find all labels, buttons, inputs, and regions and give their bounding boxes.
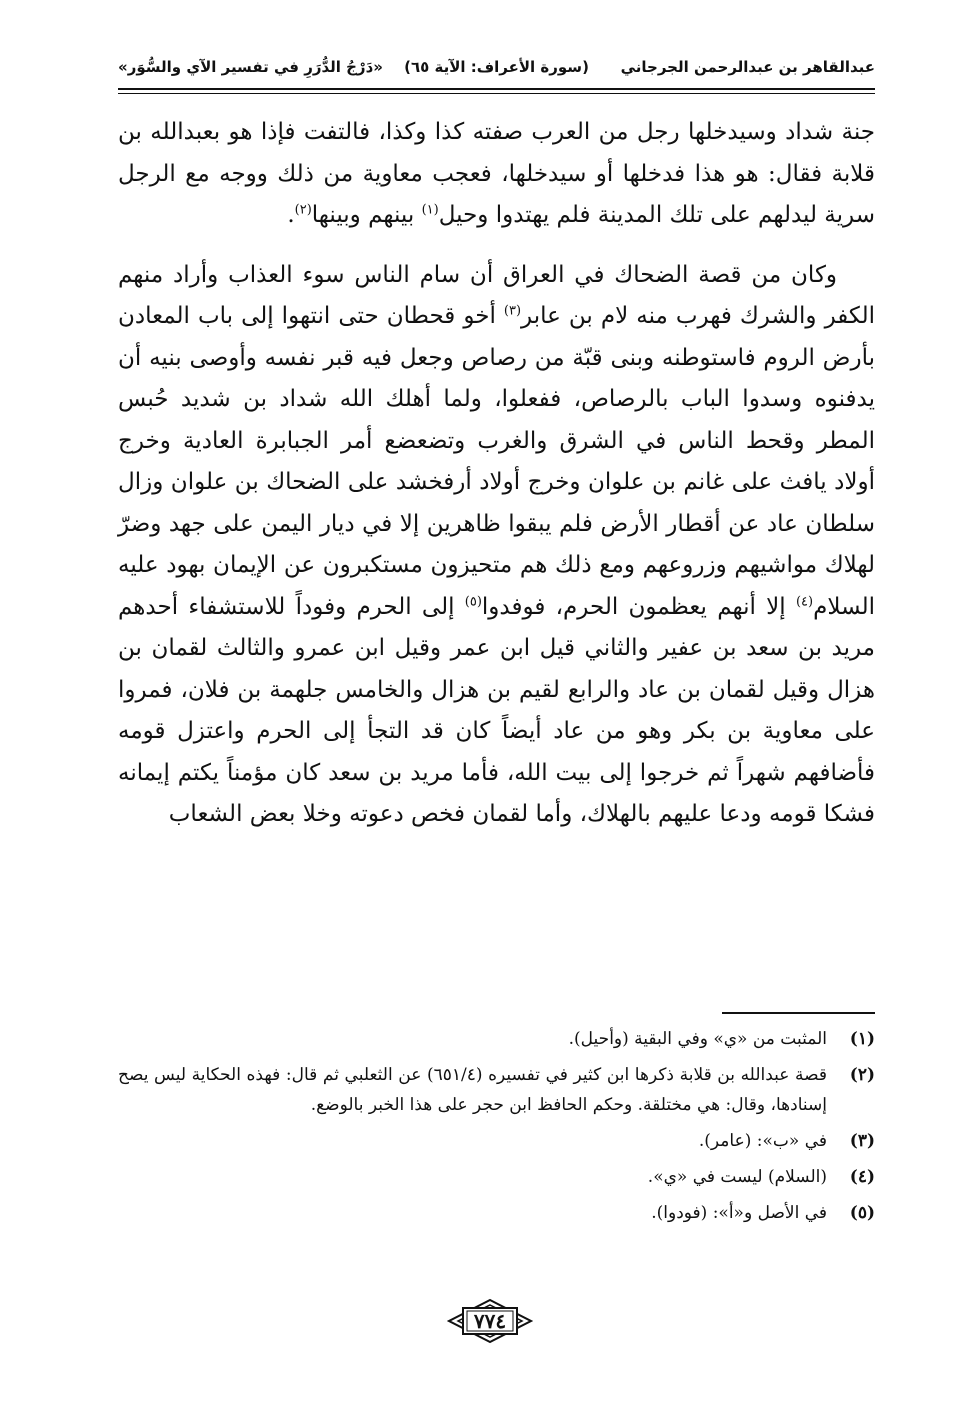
header-rule-thin [118, 93, 875, 94]
footnote-marker-3: (٣) [503, 303, 522, 319]
footnote-marker-5: (٥) [464, 593, 482, 609]
page-number-ornament [447, 1298, 533, 1344]
header-surah-ref: (سورة الأعراف: الآية ٦٥) [404, 58, 589, 76]
paragraph-2: وكان من قصة الضحاك في العراق أن سام الناس سوء العذاب وأراد منهم الكفر والشرك فهرب منه لام بن عابر$^{(٣)}$ أخو قحطان حتى انتهوا إلى باب المعادن بأرض الروم فاستوطنه وبنى قبّة من رصاص وجعل فيه قبر نفسه وأوصى بنيه أن يدفنوه وسدوا الباب بالرصاص، ففعلوا، ولما أهلك الله شداد بن شديد حُبس المطر وقحط الناس في الشرق والغرب وتضعضع أمر الجبابرة العادية وخرج أولاد يافث على غانم بن علوان وخرج أولاد أرفخشد على الضحاك بن علوان وزال سلطان عاد عن أقطار الأرض فلم يبقوا ظاهرين إلا في ديار اليمن على جهد وضرّ لهلاك مواشيهم وزروعهم ومع ذلك هم متحيزون مستكبرون عن الإيمان بهود عليه السلام$^{(٤)}$ إلا أنهم يعظمون الحرم، فوفدوا$^{(٥)}$ إلى الحرم وفوداً للاستشفاء أحدهم مريد بن سعد بن عفير والثاني قيل ابن عمر وقيل ابن عمرو والثالث لقمان بن هزال وقيل لقمان بن عاد والرابع لقيم بن هزال والخامس جلهمة بن فلان، فمروا على معاوية بن بكر وهو من عاد أيضاً كان قد التجأ إلى الحرم واعتزل قومه فأضافهم شهراً ثم خرجوا إلى بيت الله، فأما مريد بن سعد كان مؤمناً يكتم إيمانه فشكا قومه ودعا عليهم بالهلاك، وأما لقمان فخص دعوته وخلا بعض الشعاب [118, 261, 875, 827]
footnotes [118, 1024, 875, 1234]
footnote-3: (٣) في «ب»: (عامر). [698, 1131, 875, 1151]
footnote-separator [722, 1012, 875, 1014]
paragraph-1: جنة شداد وسيدخلها رجل من العرب صفته كذا وكذا، فالتفت فإذا هو بعبدالله بن قلابة فقال: هو هذا فدخلها أو سيدخلها، فعجب معاوية من ذلك ووجه مع الرجل سرية ليدلهم على تلك المدينة فلم يهتدوا وحيل$^{(١)}$ بينهم وبينها$^{(٢)}$. [118, 119, 875, 228]
header-book-title: «دَرْجُ الدُّرَرِ في تفسير الآي والسُّوَر» [118, 58, 383, 76]
footnote-2: (٢) قصة عبدالله بن قلابة ذكرها ابن كثير في تفسيره (٦٥١/٤) عن الثعلبي ثم قال: فهذه الحكاية ليس يصح إسنادها، وقال: هي مختلقة. وحكم الحافظ ابن حجر على هذا الخبر بالوضع. [118, 1065, 875, 1115]
footnote-5: (٥) في الأصل و«أ»: (فودوا). [651, 1203, 875, 1223]
footnote-marker-4: (٤) [795, 593, 814, 609]
header-author: عبدالقاهر بن عبدالرحمن الجرجاني [620, 58, 875, 76]
footnote-marker-2: (٢) [294, 202, 312, 218]
footnote-4: (٤) (السلام) ليست في «ي». [647, 1167, 875, 1187]
page-number: ٧٧٤ [473, 1309, 507, 1333]
footnote-marker-1: (١) [421, 202, 439, 218]
header-rule-thick [118, 88, 875, 90]
footnote-1: (١) المثبت من «ي» وفي البقية (وأحيل). [568, 1029, 875, 1049]
main-text [118, 112, 875, 836]
running-header [118, 52, 875, 82]
